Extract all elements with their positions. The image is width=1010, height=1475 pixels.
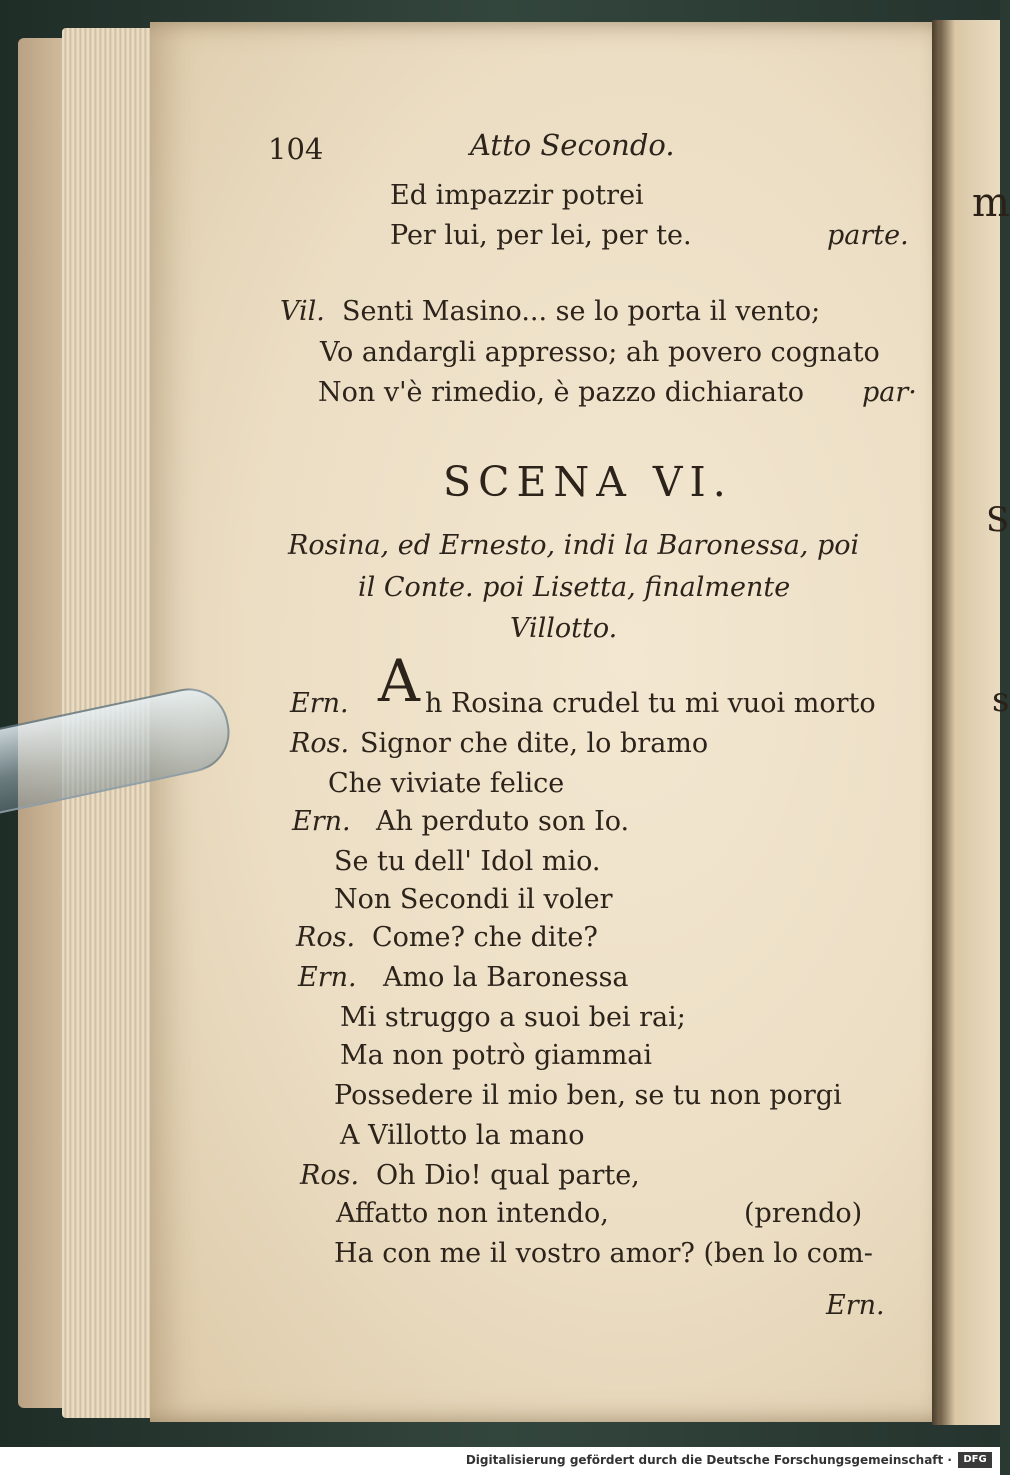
verse-line: Possedere il mio ben, se tu non porgi: [334, 1080, 842, 1111]
scene-title: SCENA VI.: [443, 458, 733, 506]
facing-page-glyph: m: [972, 180, 1010, 226]
verse-line: Ed impazzir potrei: [390, 180, 644, 211]
dfg-logo-icon: DFG: [958, 1452, 992, 1468]
verse-line: Oh Dio! qual parte,: [376, 1160, 640, 1191]
cast-list: Villotto.: [510, 613, 618, 644]
speaker-label: Ern.: [298, 962, 357, 993]
verse-line: (prendo): [744, 1198, 863, 1229]
speaker-label: Ros.: [300, 1160, 360, 1191]
speaker-label: Ros.: [290, 728, 350, 759]
verse-line: Amo la Baronessa: [383, 962, 629, 993]
verse-line: Mi struggo a suoi bei rai;: [340, 1002, 686, 1033]
facing-page-glyph: s: [992, 680, 1010, 720]
facing-page-glyph: S: [986, 500, 1010, 540]
drop-cap: A: [378, 647, 420, 715]
verse-line: Che viviate felice: [328, 768, 565, 799]
verse-line: Non Secondi il voler: [334, 884, 613, 915]
verse-line: Vo andargli appresso; ah povero cognato: [320, 337, 880, 368]
verse-line: A Villotto la mano: [340, 1120, 585, 1151]
speaker-label: Ern.: [292, 806, 351, 837]
verse-line: Ah perduto son Io.: [376, 806, 630, 837]
verse-line: Affatto non intendo,: [336, 1198, 609, 1229]
verse-line: h Rosina crudel tu mi vuoi morto: [425, 688, 876, 719]
running-head: Atto Secondo.: [470, 128, 675, 162]
catchword: Ern.: [826, 1290, 885, 1321]
stage-direction: par·: [862, 377, 917, 408]
facing-page: [940, 20, 1010, 1425]
verse-line: Come? che dite?: [372, 922, 598, 953]
verse-line: Senti Masino... se lo porta il vento;: [342, 296, 821, 327]
stage-direction: parte.: [827, 220, 909, 251]
verse-line: Non v'è rimedio, è pazzo dichiarato: [318, 377, 805, 408]
verse-line: Ma non potrò giammai: [340, 1040, 653, 1071]
speaker-label: Ros.: [296, 922, 356, 953]
verse-line: Se tu dell' Idol mio.: [334, 846, 601, 877]
verse-line: Per lui, per lei, per te.: [390, 220, 692, 251]
verse-line: Signor che dite, lo bramo: [360, 728, 709, 759]
speaker-label: Ern.: [290, 688, 349, 719]
speaker-label: Vil.: [280, 296, 325, 327]
footer-bar: [0, 1447, 1000, 1475]
footer-credit: Digitalisierung gefördert durch die Deutsche Forschungsgemeinschaft ·: [465, 1453, 952, 1467]
cast-list: il Conte. poi Lisetta, finalmente: [358, 572, 791, 603]
cast-list: Rosina, ed Ernesto, indi la Baronessa, poi: [288, 530, 860, 561]
verse-line: Ha con me il vostro amor? (ben lo com-: [334, 1238, 873, 1269]
page-number: 104: [268, 132, 324, 166]
